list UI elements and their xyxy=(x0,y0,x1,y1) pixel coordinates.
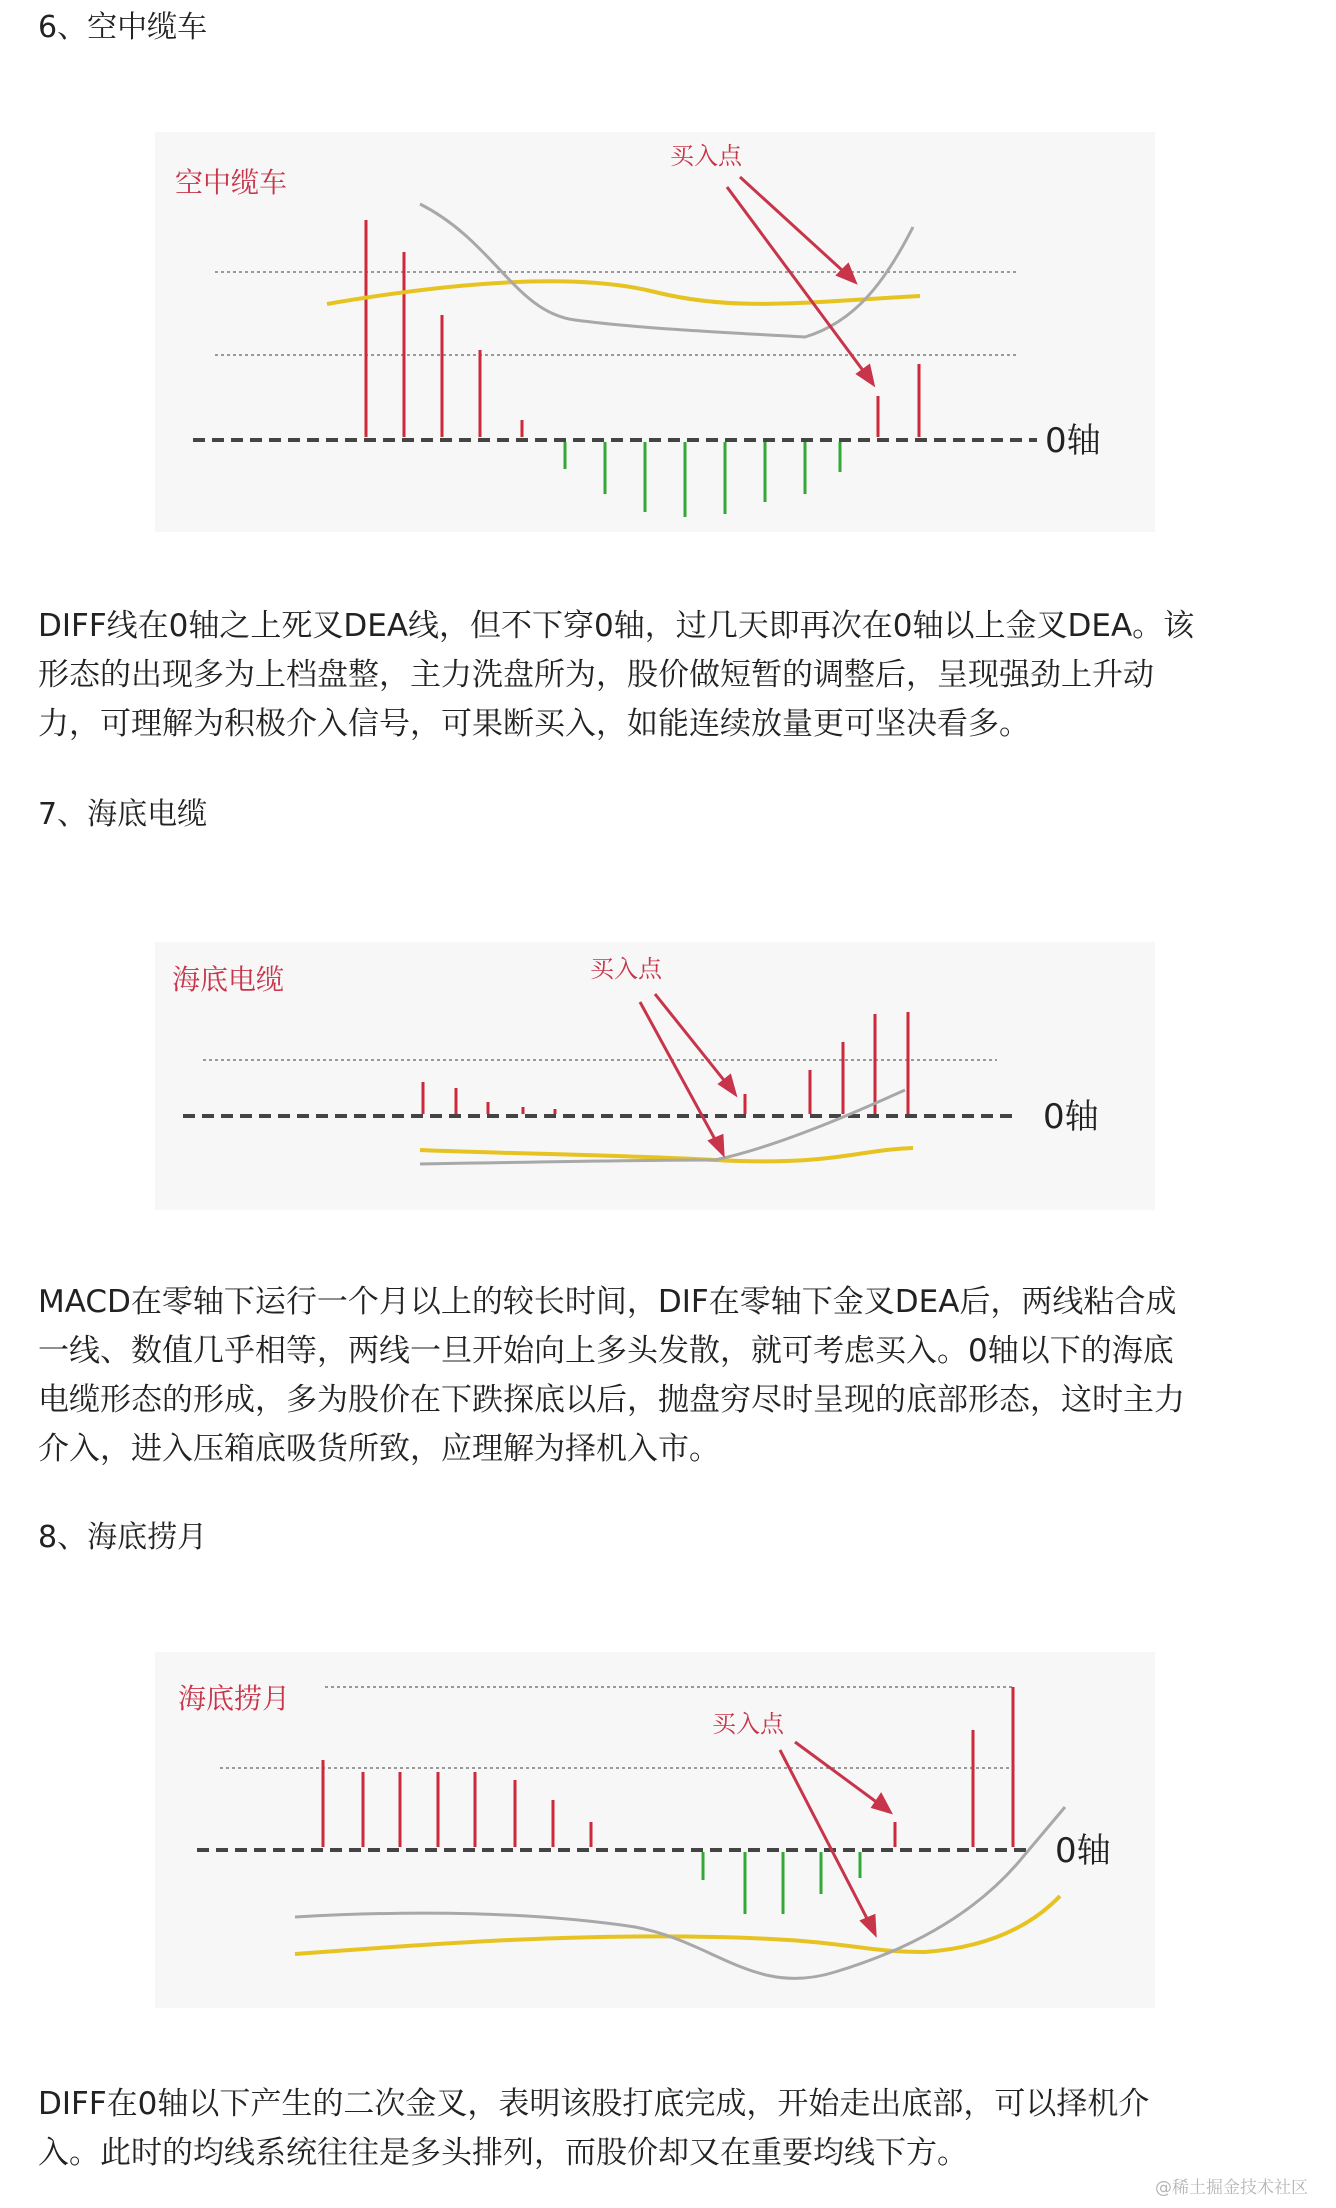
figure-aerial-cable xyxy=(155,132,1155,532)
section-heading-6: 6、空中缆车 xyxy=(38,10,208,45)
zero-axis-label: 0轴 xyxy=(1043,1097,1099,1137)
section-paragraph-6 xyxy=(38,602,1238,749)
figure-title: 空中缆车 xyxy=(175,166,288,199)
figure-submarine-cable xyxy=(155,942,1155,1210)
paragraph-line: 入。此时的均线系统往往是多头排列，而股价却又在重要均线下方。 xyxy=(38,2135,968,2171)
figure-fishing-moon xyxy=(155,1652,1155,2008)
paragraph-line: DIFF在0轴以下产生的二次金叉，表明该股打底完成，开始走出底部，可以择机介 xyxy=(38,2086,1150,2122)
paragraph-line: 形态的出现多为上档盘整，主力洗盘所为，股价做短暂的调整后，呈现强劲上升动 xyxy=(38,657,1154,693)
paragraph-line: 力，可理解为积极介入信号，可果断买入，如能连续放量更可坚决看多。 xyxy=(38,706,1030,742)
section-paragraph-7 xyxy=(38,1278,1238,1474)
figure-title: 海底电缆 xyxy=(172,963,285,996)
buy-point-label: 买入点 xyxy=(712,1710,784,1738)
section-paragraph-8 xyxy=(38,2080,1238,2178)
paragraph-line: DIFF线在0轴之上死叉DEA线，但不下穿0轴，过几天即再次在0轴以上金叉DEA。该 xyxy=(38,608,1195,644)
section-heading-8: 8、海底捞月 xyxy=(38,1520,208,1555)
paragraph-line: 介入，进入压箱底吸货所致，应理解为择机入市。 xyxy=(38,1431,720,1467)
buy-point-label: 买入点 xyxy=(590,955,662,983)
paragraph-line: MACD在零轴下运行一个月以上的较长时间，DIF在零轴下金叉DEA后，两线粘合成 xyxy=(38,1284,1177,1320)
watermark: @稀土掘金技术社区 xyxy=(1155,2178,1308,2198)
figure-submarine-cable-svg xyxy=(155,942,1155,1210)
figure-title: 海底捞月 xyxy=(178,1682,291,1715)
figure-aerial-cable-svg xyxy=(155,132,1155,532)
paragraph-line: 一线、数值几乎相等，两线一旦开始向上多头发散，就可考虑买入。0轴以下的海底 xyxy=(38,1333,1174,1369)
figure-fishing-moon-svg xyxy=(155,1652,1155,2008)
buy-point-label: 买入点 xyxy=(670,142,742,170)
section-heading-7: 7、海底电缆 xyxy=(38,797,208,832)
zero-axis-label: 0轴 xyxy=(1045,421,1101,461)
zero-axis-label: 0轴 xyxy=(1055,1831,1111,1871)
paragraph-line: 电缆形态的形成，多为股价在下跌探底以后，抛盘穷尽时呈现的底部形态，这时主力 xyxy=(38,1382,1185,1418)
